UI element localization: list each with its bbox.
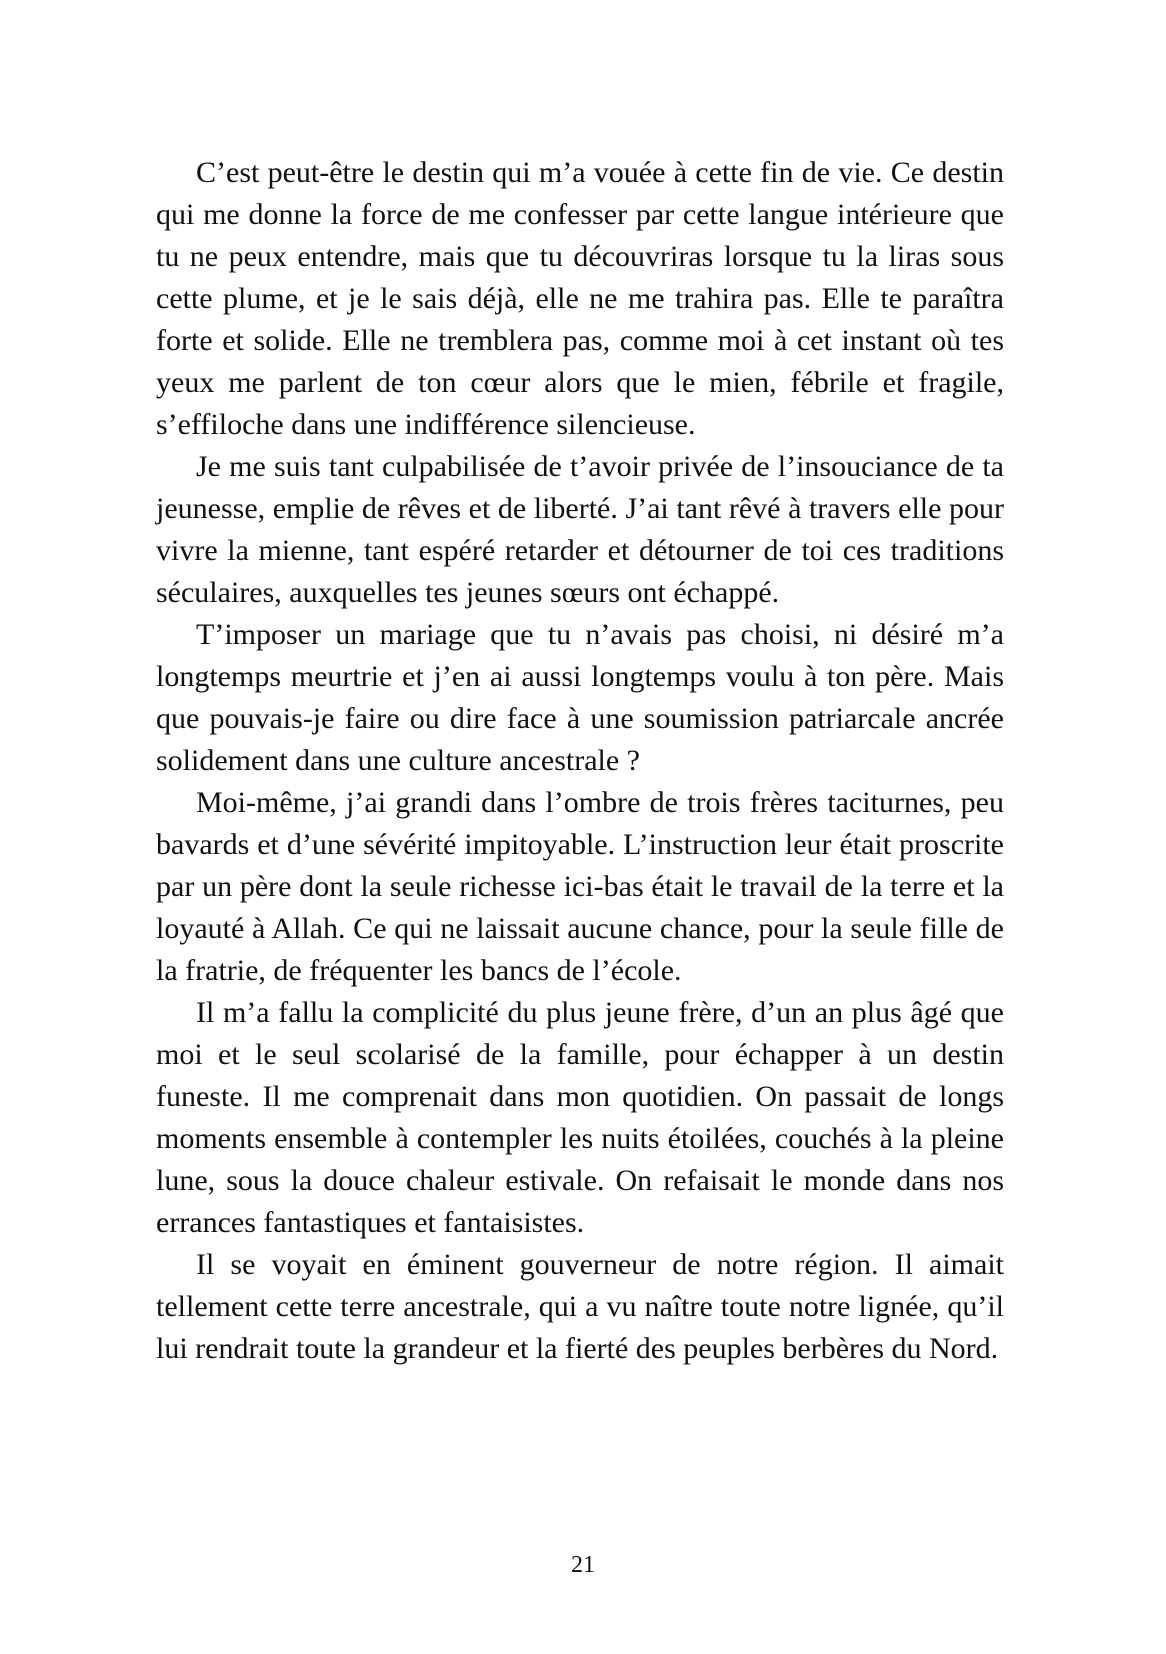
- body-text: [156, 152, 1004, 1370]
- paragraph-1: C’est peut-être le destin qui m’a vouée à cette fin de vie. Ce destin qui me donne la force de me confesser par cette langue intérieure que tu ne peux entendre, mais que tu découvriras lorsque tu la liras sous cette plume, et je le sais déjà, elle ne me trahira pas. Elle te paraîtra forte et solide. Elle ne tremblera pas, comme moi à cet instant où tes yeux me parlent de ton cœur alors que le mien, fébrile et fragile, s’effiloche dans une indifférence silencieuse.: [156, 156, 1004, 441]
- page-number: 21: [571, 1552, 595, 1578]
- paragraph-2: Je me suis tant culpabilisée de t’avoir privée de l’insouciance de ta jeunesse, emplie de rêves et de liberté. J’ai tant rêvé à travers elle pour vivre la mienne, tant espéré retarder et détourner de toi ces traditions séculaires, auxquelles tes jeunes sœurs ont échappé.: [156, 450, 1004, 609]
- paragraph-3: T’imposer un mariage que tu n’avais pas choisi, ni désiré m’a longtemps meurtrie et j’en ai aussi longtemps voulu à ton père. Mais que pouvais-je faire ou dire face à une soumission patriarcale ancrée solidement dans une culture ancestrale ?: [156, 618, 1004, 777]
- paragraph-5: Il m’a fallu la complicité du plus jeune frère, d’un an plus âgé que moi et le seul scolarisé de la famille, pour échapper à un destin funeste. Il me comprenait dans mon quotidien. On passait de longs moments ensemble à contempler les nuits étoilées, couchés à la pleine lune, sous la douce chaleur estivale. On refaisait le monde dans nos errances fantastiques et fantaisistes.: [156, 996, 1004, 1239]
- paragraph-4: Moi-même, j’ai grandi dans l’ombre de trois frères taciturnes, peu bavards et d’une sévérité impitoyable. L’instruction leur était proscrite par un père dont la seule richesse ici-bas était le travail de la terre et la loyauté à Allah. Ce qui ne laissait aucune chance, pour la seule fille de la fratrie, de fréquenter les bancs de l’école.: [156, 786, 1004, 987]
- paragraph-6: Il se voyait en éminent gouverneur de notre région. Il aimait tellement cette terre ancestrale, qui a vu naître toute notre lignée, qu’il lui rendrait toute la grandeur et la fierté des peuples berbères du Nord.: [156, 1248, 1004, 1365]
